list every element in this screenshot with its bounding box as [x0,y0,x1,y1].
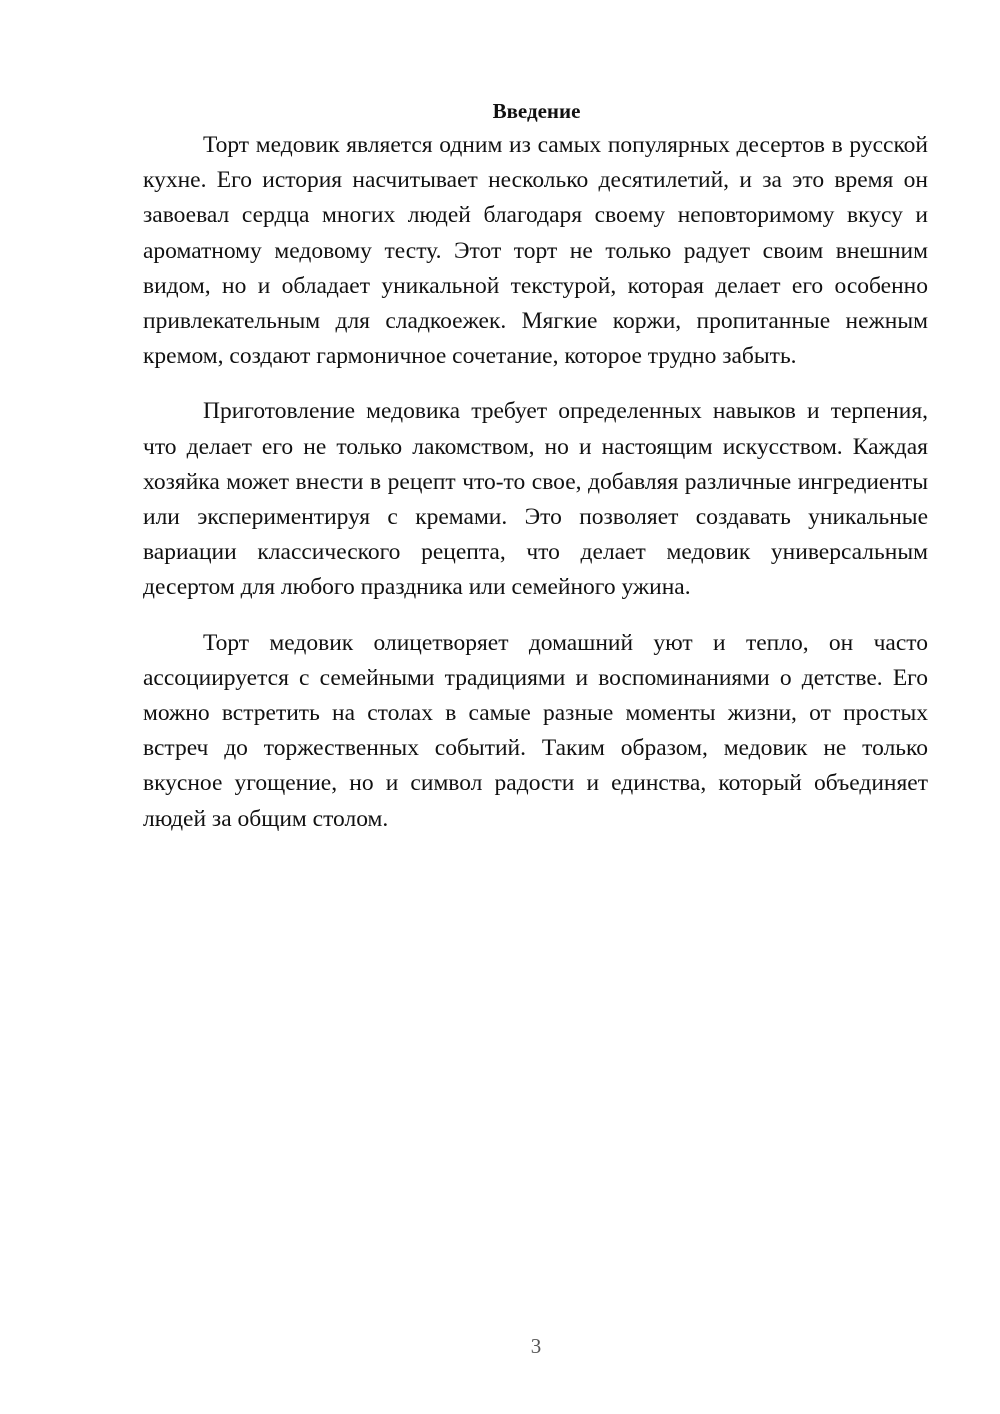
section-title: Введение [492,99,581,123]
page-number: 3 [530,1334,542,1358]
page-content [143,96,928,857]
paragraph-1: Торт медовик является одним из самых популярных десертов в русской кухне. Его история насчитывает несколько десятилетий, и за это время он завоевал сердца многих людей благодаря своему неповторимому вкусу и ароматному медовому тесту. Этот торт не только радует своим внешним видом, но и обладает уникальной текстурой, которая делает его особенно привлекательным для сладкоежек. Мягкие коржи, пропитанные нежным кремом, создают гармоничное сочетание, которое трудно забыть. [143,132,928,370]
paragraph-2: Приготовление медовика требует определенных навыков и терпения, что делает его не только лакомством, но и настоящим искусством. Каждая хозяйка может внести в рецепт что-то свое, добавляя различные ингредиенты или экспериментируя с кремами. Это позволяет создавать уникальные вариации классического рецепта, что делает медовик универсальным десертом для любого праздника или семейного ужина. [143,398,928,601]
paragraph-3: Торт медовик олицетворяет домашний уют и тепло, он часто ассоциируется с семейными традициями и воспоминаниями о детстве. Его можно встретить на столах в самые разные моменты жизни, от простых встреч до торжественных событий. Таким образом, медовик не только вкусное угощение, но и символ радости и единства, который объединяет людей за общим столом. [143,629,928,832]
